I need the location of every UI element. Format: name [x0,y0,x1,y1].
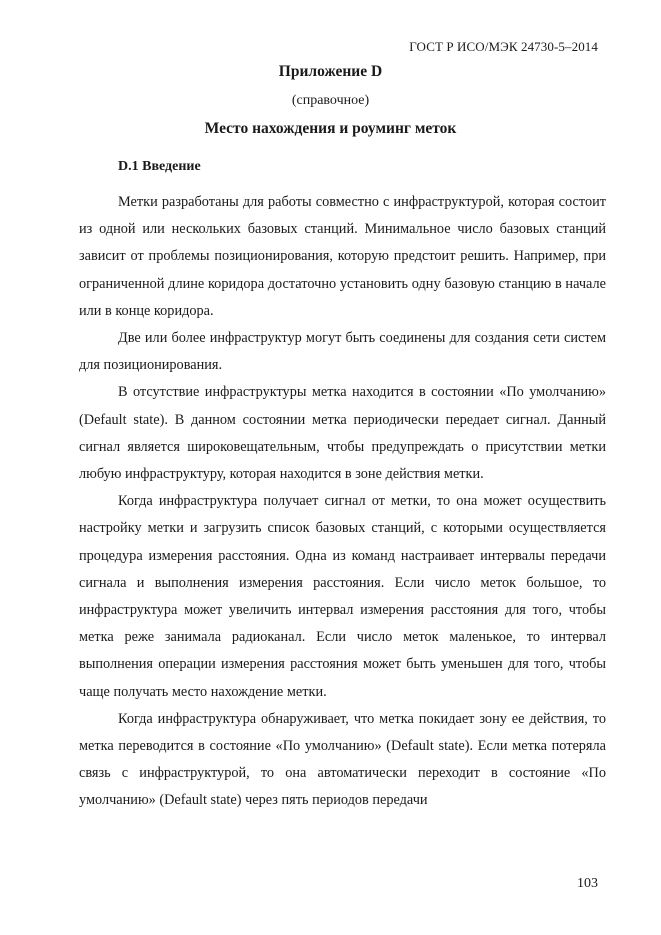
document-code-header: ГОСТ Р ИСО/МЭК 24730-5–2014 [409,39,598,54]
paragraph: Две или более инфраструктур могут быть соединены для создания сети систем для позиционирования. [79,330,606,374]
page-number: 103 [577,876,598,891]
paragraph: Когда инфраструктура получает сигнал от метки, то она может осуществить настройку метки и загрузить список базовых станций, с которыми осуществляется процедура измерения расстояния. Одна из команд настраивает интервалы передачи сигнала и выполнения измерения расстояния. Если число меток большое, то инфраструктура может увеличить интервал измерения расстояния для того, чтобы метка реже занимала радиоканал. Если число меток маленькое, то интервал выполнения операции измерения расстояния может быть уменьшен для того, чтобы чаще получать место нахождение метки. [79,493,606,700]
paragraph: Метки разработаны для работы совместно с инфраструктурой, которая состоит из одной или нескольких базовых станций. Минимальное число базовых станций зависит от проблемы позиционирования, которую предстоит решить. Например, при ограниченной длине коридора достаточно установить одну базовую станцию в начале или в конце коридора. [79,194,606,319]
body-text [79,189,606,815]
paragraph: В отсутствие инфраструктуры метка находится в состоянии «По умолчанию» (Default state). В данном состоянии метка периодически передает сигнал. Данный сигнал является широковещательным, чтобы предупреждать о присутствии метки любую инфраструктуру, которая находится в зоне действия метки. [79,384,606,483]
appendix-type: (справочное) [291,93,370,108]
section-title: Место нахождения и роуминг меток [204,120,457,137]
appendix-title: Приложение D [278,63,383,80]
paragraph: Когда инфраструктура обнаруживает, что метка покидает зону ее действия, то метка переводится в состояние «По умолчанию» (Default state). Если метка потеряла связь с инфраструктурой, то она автоматически переходит в состояние «По умолчанию» (Default state) через пять периодов передачи [79,710,606,809]
subsection-title: D.1 Введение [118,159,201,174]
